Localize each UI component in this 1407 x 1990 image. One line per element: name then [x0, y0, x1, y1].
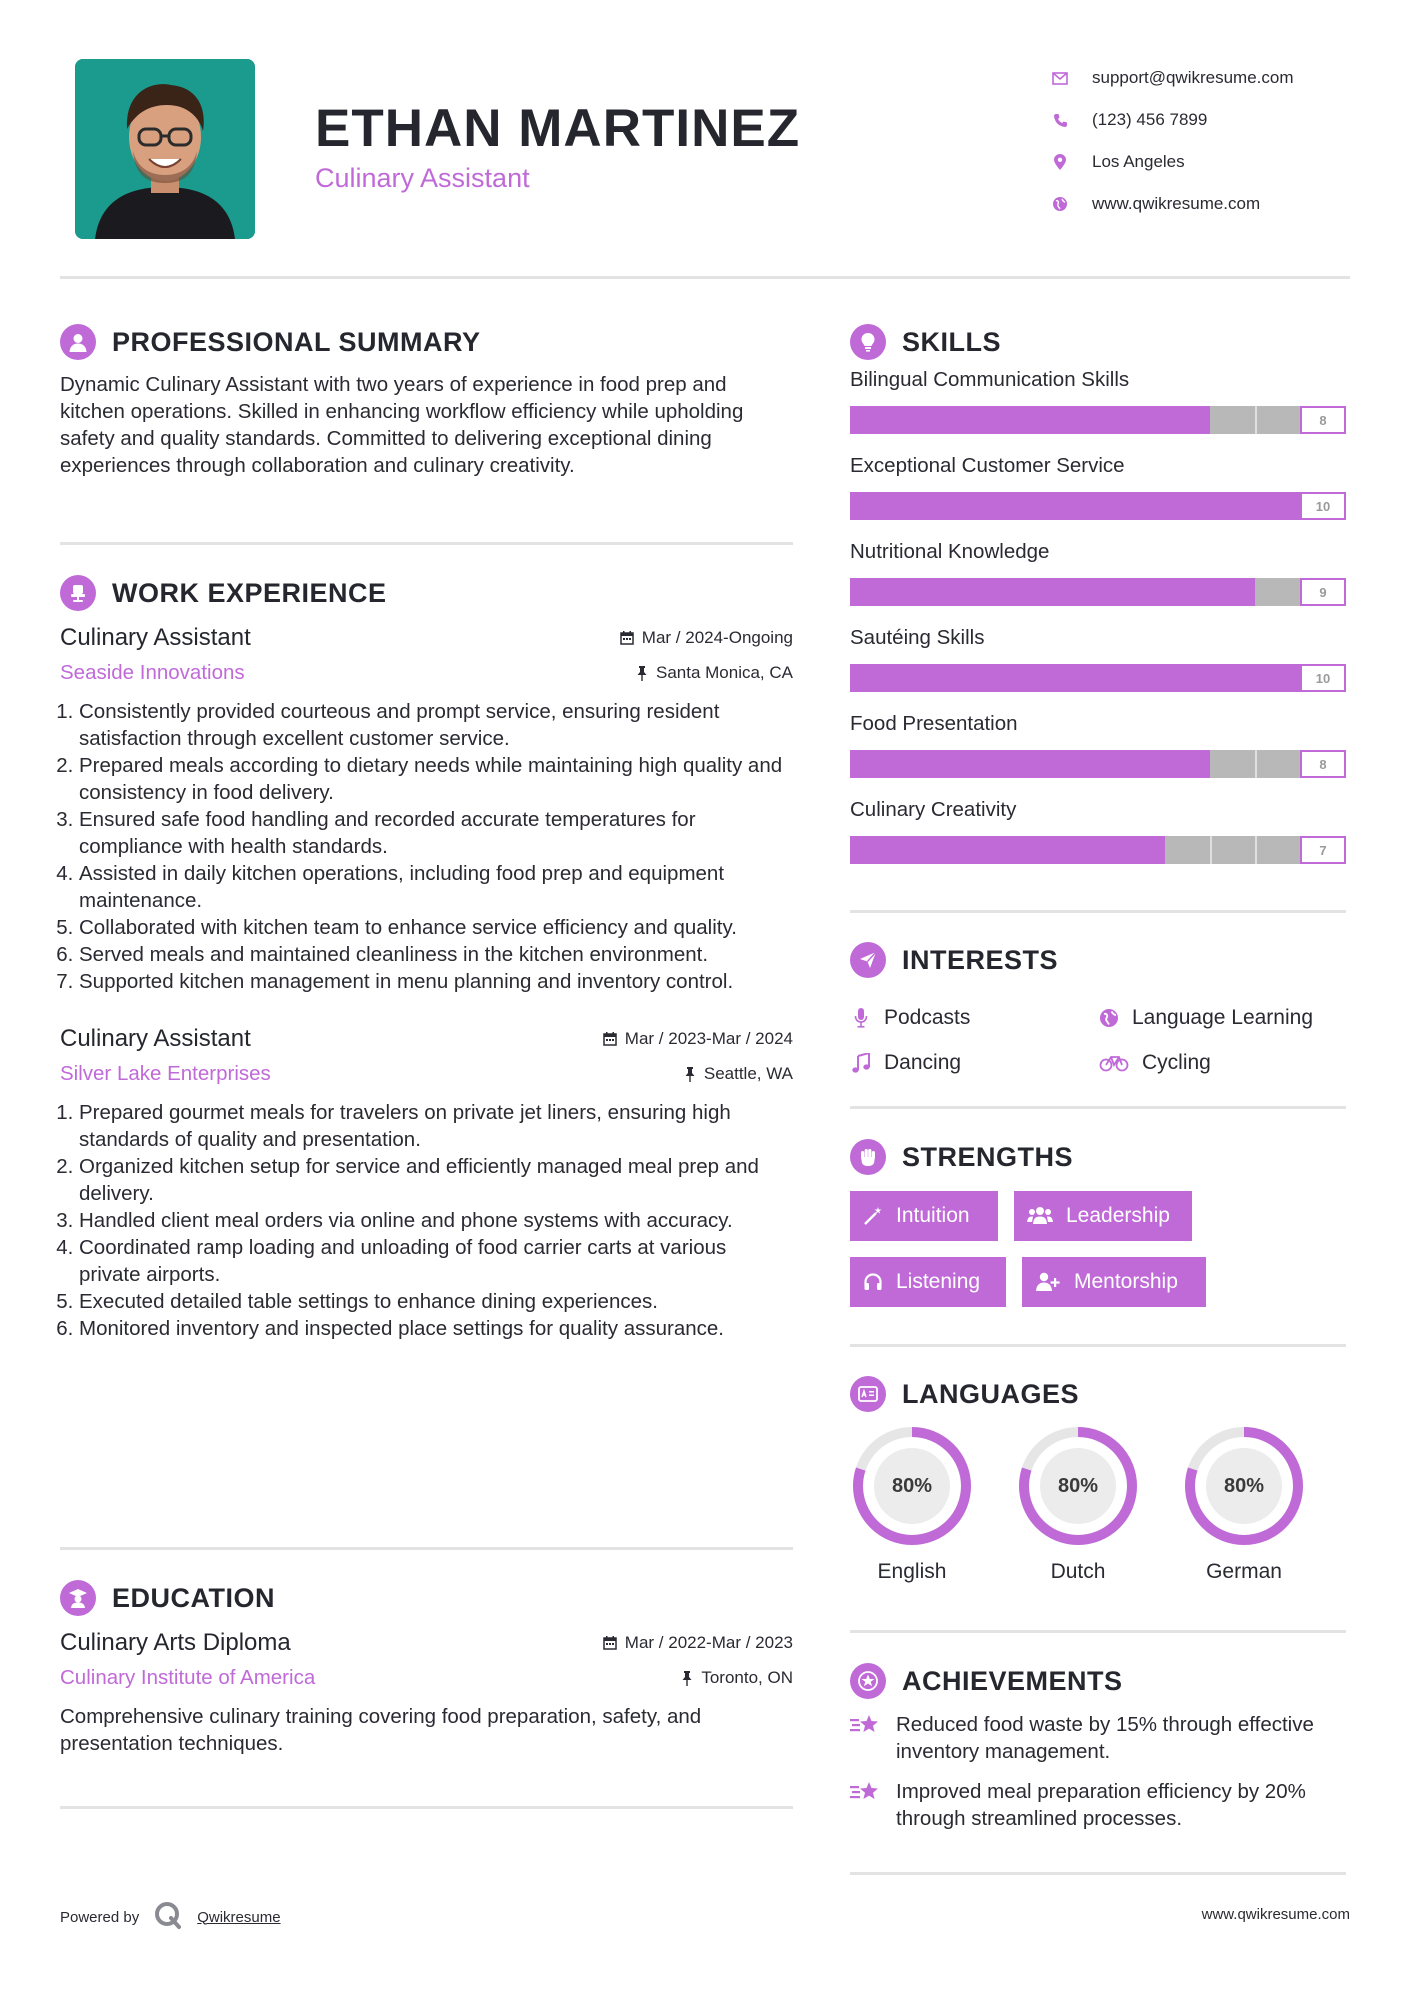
- skill-name: Sautéing Skills: [850, 626, 985, 649]
- skill-segment-divider: [1255, 406, 1257, 434]
- profile-photo: [75, 59, 255, 239]
- language-item: [850, 1424, 974, 1584]
- interest-label: Dancing: [884, 1051, 962, 1074]
- education-dates: [603, 1633, 793, 1653]
- job-entry: [60, 1022, 793, 1342]
- school-name: Culinary Institute of America: [60, 1666, 316, 1689]
- graduate-icon: [60, 1580, 96, 1616]
- achievement-item: [850, 1778, 1340, 1832]
- strength-label: Leadership: [1066, 1204, 1170, 1227]
- magic-wand-icon: [862, 1205, 884, 1227]
- skill-name: Culinary Creativity: [850, 798, 1017, 821]
- experience-header: [60, 573, 793, 613]
- education-divider: [60, 1806, 793, 1809]
- achievement-text: Improved meal preparation efficiency by 20% through streamlined processes.: [896, 1780, 1306, 1830]
- language-item: [1016, 1424, 1140, 1584]
- education-heading: EDUCATION: [112, 1582, 275, 1613]
- job-location: [684, 1064, 793, 1084]
- skill-bar: [850, 578, 1346, 606]
- job-title: Culinary Assistant: [60, 624, 251, 651]
- strength-chip: [850, 1191, 998, 1241]
- experience-divider: [60, 1547, 793, 1550]
- skill-bar: [850, 492, 1346, 520]
- language-item: [1182, 1424, 1306, 1584]
- strength-label: Listening: [896, 1270, 981, 1293]
- skill-score: 8: [1300, 406, 1346, 434]
- languages-header: [850, 1374, 1346, 1414]
- music-note-icon: [850, 1052, 872, 1074]
- skills-heading: SKILLS: [902, 326, 1002, 357]
- skill-name: Exceptional Customer Service: [850, 454, 1125, 477]
- strengths-header: [850, 1137, 1346, 1177]
- strength-label: Mentorship: [1074, 1270, 1178, 1293]
- skill-fill: [850, 578, 1255, 606]
- job-location-text: Santa Monica, CA: [655, 663, 793, 682]
- briefcase-chair-icon: [60, 575, 96, 611]
- language-percent: 80%: [1223, 1474, 1265, 1497]
- calendar-icon: [620, 631, 634, 645]
- summary-text: Dynamic Culinary Assistant with two years of experience in food prep and kitchen operations. Skilled in enhancing workflow efficiency while upholding safety and quality standards. Committed to delivering exceptional dining experiences through collaboration and culinary creativity.: [60, 373, 744, 477]
- education-section: [60, 1578, 793, 1757]
- footer-powered-by: [60, 1900, 281, 1934]
- list-item: 4. Coordinated ramp loading and unloading of food carrier carts at various private airports.: [79, 1234, 793, 1288]
- strengths-section: [850, 1137, 1346, 1317]
- skill-score: 9: [1300, 578, 1346, 606]
- header-divider: [60, 276, 1350, 279]
- list-item: 5. Collaborated with kitchen team to enhance service efficiency and quality.: [79, 914, 793, 941]
- skill-bar: [850, 664, 1346, 692]
- contact-email-text: support@qwikresume.com: [1092, 68, 1294, 87]
- calendar-icon: [603, 1032, 617, 1046]
- interests-section: [850, 940, 1346, 1074]
- job-company: Silver Lake Enterprises: [60, 1062, 271, 1085]
- job-bullets: [60, 1099, 793, 1342]
- skill-name: Bilingual Communication Skills: [850, 368, 1130, 391]
- list-item: 7. Supported kitchen management in menu planning and inventory control.: [79, 968, 793, 995]
- lightbulb-icon: [850, 324, 886, 360]
- pushpin-icon: [681, 1671, 693, 1686]
- interest-item: [1098, 1048, 1211, 1078]
- strengths-divider: [850, 1344, 1346, 1347]
- map-pin-icon: [1050, 152, 1070, 172]
- list-item: 2. Prepared meals according to dietary needs while maintaining high quality and consistency in food delivery.: [79, 752, 793, 806]
- list-item: 4. Assisted in daily kitchen operations, including food prep and equipment maintenance.: [79, 860, 793, 914]
- interest-item: [850, 1003, 970, 1033]
- job-title: Culinary Assistant: [60, 1025, 251, 1052]
- strength-label: Intuition: [896, 1204, 970, 1227]
- skills-divider: [850, 910, 1346, 913]
- achievement-item: [850, 1711, 1340, 1765]
- education-entry: [60, 1626, 793, 1757]
- shooting-star-icon: [850, 1778, 882, 1810]
- user-icon: [60, 324, 96, 360]
- skill-bar: [850, 406, 1346, 434]
- list-item: 1. Consistently provided courteous and prompt service, ensuring resident satisfaction through excellent customer service.: [79, 698, 793, 752]
- achievements-heading: ACHIEVEMENTS: [902, 1665, 1123, 1696]
- users-icon: [1026, 1205, 1054, 1227]
- avatar: [75, 59, 255, 239]
- contact-phone-text: (123) 456 7899: [1092, 110, 1208, 129]
- interest-item: [1098, 1003, 1313, 1033]
- skill-item: [850, 796, 1346, 864]
- summary-section: [60, 322, 793, 479]
- microphone-icon: [850, 1007, 872, 1029]
- candidate-name: ETHAN MARTINEZ: [315, 99, 801, 158]
- education-dates-text: Mar / 2022-Mar / 2023: [624, 1633, 793, 1652]
- language-percent: 80%: [891, 1474, 933, 1497]
- skills-header: [850, 322, 1346, 362]
- pushpin-icon: [684, 1067, 696, 1082]
- job-dates: [620, 628, 793, 648]
- language-percent: 80%: [1057, 1474, 1099, 1497]
- skill-bar: [850, 836, 1346, 864]
- job-dates: [603, 1029, 793, 1049]
- contact-location: [1050, 141, 1294, 183]
- skill-item: [850, 624, 1346, 692]
- contact-website-text: www.qwikresume.com: [1092, 194, 1261, 213]
- education-location-text: Toronto, ON: [701, 1668, 793, 1687]
- summary-divider: [60, 542, 793, 545]
- languages-section: [850, 1374, 1346, 1604]
- skill-segment-divider: [1255, 750, 1257, 778]
- paper-plane-icon: [850, 942, 886, 978]
- job-dates-text: Mar / 2023-Mar / 2024: [624, 1029, 793, 1048]
- strength-chip: [1014, 1191, 1192, 1241]
- list-item: 6. Served meals and maintained cleanliness in the kitchen environment.: [79, 941, 793, 968]
- strength-chip: [850, 1257, 1006, 1307]
- interests-divider: [850, 1106, 1346, 1109]
- list-item: 5. Executed detailed table settings to enhance dining experiences.: [79, 1288, 793, 1315]
- pushpin-icon: [636, 666, 648, 681]
- headphones-icon: [862, 1271, 884, 1293]
- experience-section: [60, 573, 793, 1342]
- language-name: English: [877, 1560, 947, 1583]
- language-name: Dutch: [1050, 1560, 1106, 1583]
- list-item: 3. Handled client meal orders via online and phone systems with accuracy.: [79, 1207, 793, 1234]
- footer-website[interactable]: www.qwikresume.com: [1201, 1906, 1350, 1923]
- contact-email[interactable]: [1050, 57, 1294, 99]
- achievements-header: [850, 1661, 1346, 1701]
- phone-icon: [1050, 110, 1070, 130]
- strengths-heading: STRENGTHS: [902, 1141, 1074, 1172]
- skill-segment-divider: [1210, 836, 1212, 864]
- qwikresume-logo-icon: [153, 1900, 183, 1934]
- degree-title: Culinary Arts Diploma: [60, 1629, 291, 1656]
- job-dates-text: Mar / 2024-Ongoing: [641, 628, 793, 647]
- powered-by-label: Powered by: [60, 1908, 140, 1926]
- education-location: [681, 1668, 793, 1688]
- contact-phone[interactable]: [1050, 99, 1294, 141]
- education-header: [60, 1578, 793, 1618]
- skill-item: [850, 452, 1346, 520]
- skills-list: [850, 366, 1346, 864]
- skills-section: [850, 322, 1346, 864]
- skill-name: Food Presentation: [850, 712, 1018, 735]
- language-card-icon: [850, 1376, 886, 1412]
- job-bullets: [60, 698, 793, 995]
- skill-item: [850, 710, 1346, 778]
- achievement-text: Reduced food waste by 15% through effective inventory management.: [896, 1713, 1314, 1763]
- bicycle-icon: [1098, 1052, 1130, 1074]
- skill-item: [850, 538, 1346, 606]
- skill-score: 8: [1300, 750, 1346, 778]
- interests-heading: INTERESTS: [902, 944, 1059, 975]
- interest-label: Language Learning: [1132, 1006, 1314, 1029]
- list-item: 3. Ensured safe food handling and recorded accurate temperatures for compliance with health standards.: [79, 806, 793, 860]
- interest-label: Cycling: [1142, 1051, 1211, 1074]
- star-badge-icon: [850, 1663, 886, 1699]
- skill-bar: [850, 750, 1346, 778]
- job-location-text: Seattle, WA: [703, 1064, 793, 1083]
- interest-label: Podcasts: [884, 1006, 971, 1029]
- fist-icon: [850, 1139, 886, 1175]
- contact-location-text: Los Angeles: [1092, 152, 1185, 171]
- skill-score: 10: [1300, 492, 1346, 520]
- summary-header: [60, 322, 793, 362]
- skill-name: Nutritional Knowledge: [850, 540, 1050, 563]
- languages-heading: LANGUAGES: [902, 1378, 1080, 1409]
- shooting-star-icon: [850, 1711, 882, 1743]
- achievements-section: [850, 1661, 1346, 1832]
- education-description: Comprehensive culinary training covering food preparation, safety, and presentation techniques.: [60, 1705, 702, 1755]
- languages-divider: [850, 1630, 1346, 1633]
- skill-item: [850, 366, 1346, 434]
- qwikresume-link[interactable]: Qwikresume: [197, 1908, 281, 1926]
- interest-item: [850, 1048, 961, 1078]
- globe-icon: [1098, 1007, 1120, 1029]
- list-item: 2. Organized kitchen setup for service and efficiently managed meal prep and delivery.: [79, 1153, 793, 1207]
- summary-heading: PROFESSIONAL SUMMARY: [112, 326, 481, 357]
- strength-chip: [1022, 1257, 1206, 1307]
- interests-header: [850, 940, 1346, 980]
- skill-fill: [850, 836, 1165, 864]
- skill-segment-divider: [1255, 836, 1257, 864]
- job-location: [636, 663, 793, 683]
- job-entry: [60, 621, 793, 995]
- experience-heading: WORK EXPERIENCE: [112, 577, 387, 608]
- job-company: Seaside Innovations: [60, 661, 245, 684]
- list-item: 6. Monitored inventory and inspected place settings for quality assurance.: [79, 1315, 793, 1342]
- language-name: German: [1206, 1560, 1282, 1583]
- envelope-icon: [1050, 68, 1070, 88]
- skill-score: 7: [1300, 836, 1346, 864]
- globe-icon: [1050, 194, 1070, 214]
- skill-score: 10: [1300, 664, 1346, 692]
- contact-website[interactable]: [1050, 183, 1294, 225]
- achievements-divider: [850, 1872, 1346, 1875]
- calendar-icon: [603, 1636, 617, 1650]
- user-plus-icon: [1034, 1271, 1062, 1293]
- list-item: 1. Prepared gourmet meals for travelers on private jet liners, ensuring high standards of quality and presentation.: [79, 1099, 793, 1153]
- candidate-title: Culinary Assistant: [315, 163, 530, 193]
- contact-list: [1050, 57, 1294, 225]
